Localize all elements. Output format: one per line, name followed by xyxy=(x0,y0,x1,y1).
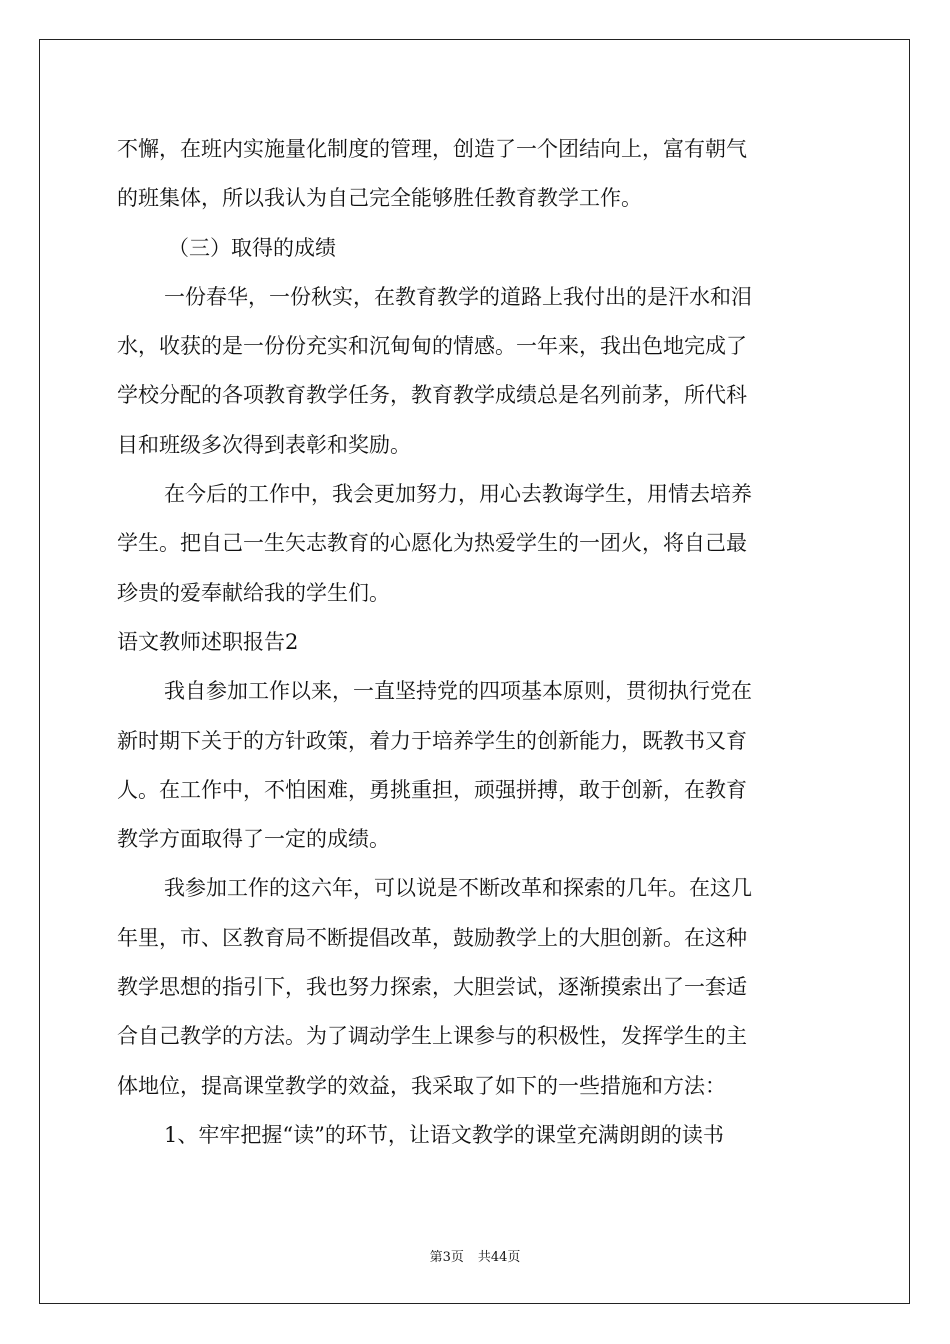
document-body xyxy=(117,125,833,1160)
text-line: 年里，市、区教育局不断提倡改革，鼓励教学上的大胆创新。在这种 xyxy=(117,925,747,950)
report-title: 语文教师述职报告2 xyxy=(117,629,299,654)
text-line: 的班集体，所以我认为自己完全能够胜任教育教学工作。 xyxy=(117,186,642,211)
text-line: 体地位，提高课堂教学的效益，我采取了如下的一些措施和方法： xyxy=(117,1073,726,1098)
text-line: 在今后的工作中，我会更加努力，用心去教诲学生，用情去培养 xyxy=(164,482,752,507)
page-number: 第3页 xyxy=(429,1250,464,1265)
text-line: 学生。把自己一生矢志教育的心愿化为热爱学生的一团火，将自己最 xyxy=(117,531,747,556)
text-line: 人。在工作中，不怕困难，勇挑重担，顽强拼搏，敢于创新，在教育 xyxy=(117,777,747,802)
text-line: 1、牢牢把握“读”的环节，让语文教学的课堂充满朗朗的读书 xyxy=(164,1122,724,1147)
text-line: 水，收获的是一份份充实和沉甸甸的情感。一年来，我出色地完成了 xyxy=(117,334,747,359)
text-line: 不懈，在班内实施量化制度的管理，创造了一个团结向上，富有朝气 xyxy=(117,137,747,161)
text-line: 教学方面取得了一定的成绩。 xyxy=(117,827,390,852)
page-footer xyxy=(0,1246,950,1265)
text-line: 我参加工作的这六年，可以说是不断改革和探索的几年。在这几 xyxy=(164,876,752,901)
text-line: 学校分配的各项教育教学任务，教育教学成绩总是名列前茅，所代科 xyxy=(117,383,747,408)
text-line: 教学思想的指引下，我也努力探索，大胆尝试，逐渐摸索出了一套适 xyxy=(117,975,747,1000)
text-line: 合自己教学的方法。为了调动学生上课参与的积极性，发挥学生的主 xyxy=(117,1024,747,1049)
text-line: 目和班级多次得到表彰和奖励。 xyxy=(117,432,411,457)
section-heading: （三）取得的成绩 xyxy=(168,235,336,260)
text-line: 新时期下关于的方针政策，着力于培养学生的创新能力，既教书又育 xyxy=(117,728,747,753)
text-line: 一份春华，一份秋实，在教育教学的道路上我付出的是汗水和泪 xyxy=(164,284,752,309)
page-total: 共44页 xyxy=(477,1250,521,1265)
text-line: 我自参加工作以来，一直坚持党的四项基本原则，贯彻执行党在 xyxy=(164,679,752,704)
text-line: 珍贵的爱奉献给我的学生们。 xyxy=(117,580,390,605)
